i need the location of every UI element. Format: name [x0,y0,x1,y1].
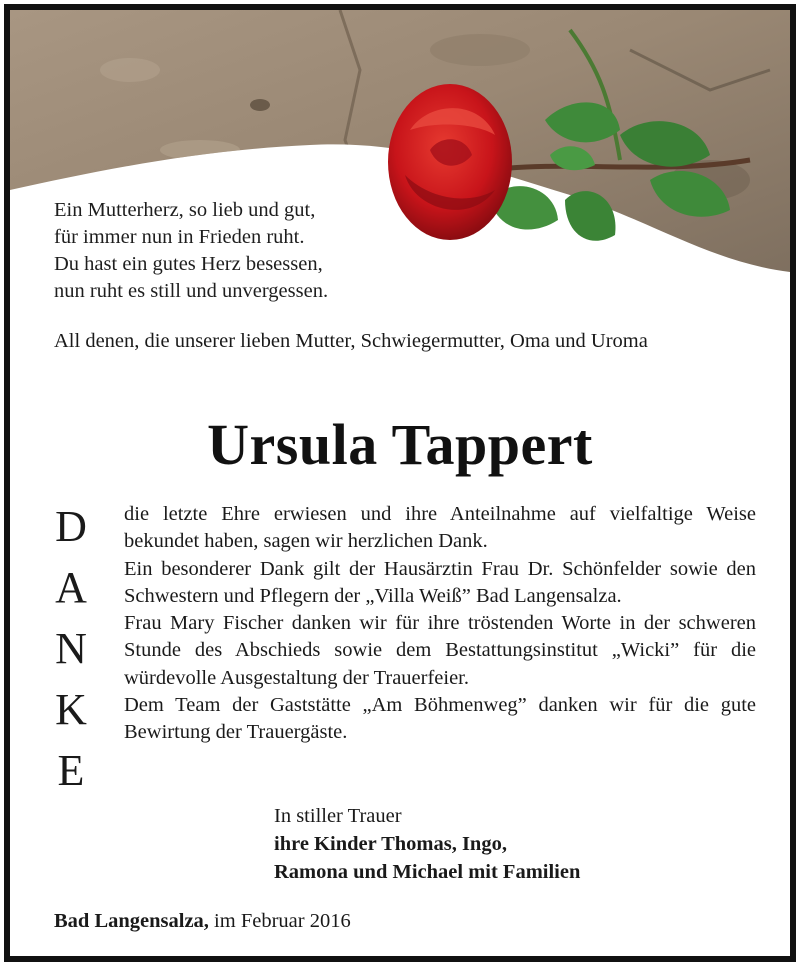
thanks-paragraph: Dem Team der Gaststätte „Am Böhmenweg” danken wir für die gute Bewirtung der Trauergäste. [124,694,756,744]
thanks-paragraph: Frau Mary Fischer danken wir für ihre tröstenden Worte in der schweren Stunde des Abschieds sowie dem Bestattungsinstitut „Wicki” für die würdevolle Ausgestaltung der Trauerfeier. [124,612,756,689]
place: Bad Langensalza, [54,910,209,932]
place-date [54,907,654,935]
signature-line: ihre Kinder Thomas, Ingo, [274,833,507,855]
signature [274,802,734,886]
poem-line: für immer nun in Frieden ruht. [54,226,305,248]
thanks-paragraph: die letzte Ehre erwiesen und ihre Anteilnahme auf vielfaltige Weise bekundet haben, sagen wir herzlichen Dank. [124,503,756,553]
poem-line: nun ruht es still und unvergessen. [54,280,329,302]
danke-letter: E [57,746,85,795]
obituary-card [4,4,796,962]
danke-letter: N [55,624,87,673]
thanks-paragraph: Ein besonderer Dank gilt der Hausärztin Frau Dr. Schönfelder sowie den Schwestern und Pflegern der „Villa Weiß” Bad Langensalza. [124,557,756,607]
poem-line: Ein Mutterherz, so lieb und gut, [54,199,316,221]
danke-vertical [46,496,96,801]
poem [54,197,474,305]
danke-letter: K [55,685,87,734]
danke-letter: D [55,502,87,551]
poem-line: Du hast ein gutes Herz besessen, [54,253,323,275]
danke-letter: A [55,563,87,612]
deceased-name: Ursula Tappert [207,412,593,477]
date: im Februar 2016 [208,910,351,932]
intro-text: All denen, die unserer lieben Mutter, Schwiegermutter, Oma und Uroma [54,330,648,352]
signature-line: Ramona und Michael mit Familien [274,861,581,883]
signature-line: In stiller Trauer [274,805,402,827]
thanks-body [124,501,756,747]
